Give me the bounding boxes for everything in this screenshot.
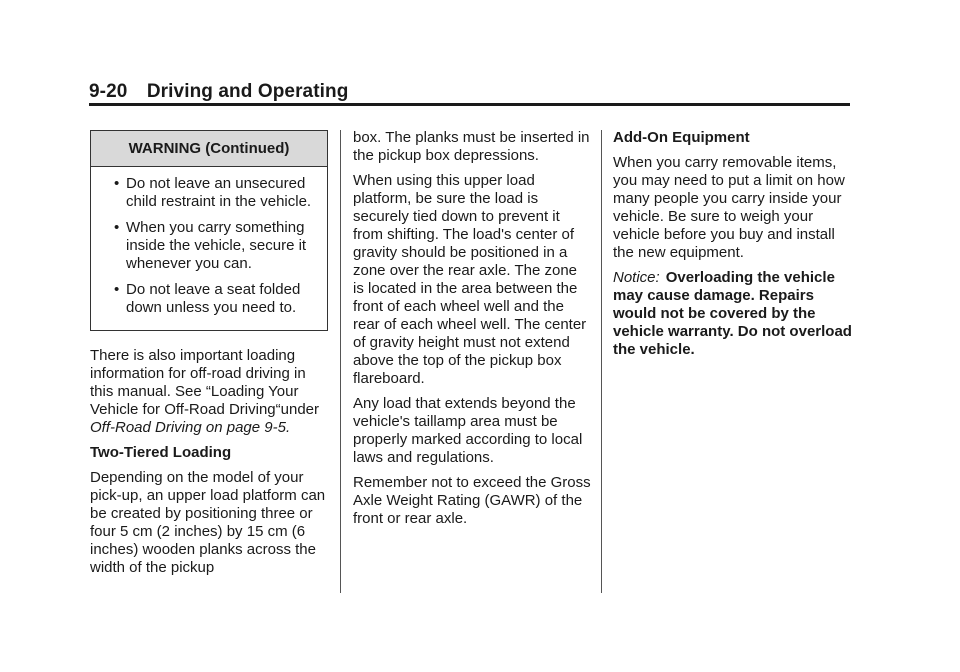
off-road-driving-reference: Off-Road Driving on page 9-5. (90, 419, 291, 436)
section-title: Driving and Operating (146, 81, 349, 102)
bullet-icon: • (114, 219, 120, 236)
warning-item-text: When you carry something inside the vehicle, secure it whenever you can. (126, 219, 307, 272)
loading-info-paragraph (90, 347, 330, 437)
gawr-paragraph: Remember not to exceed the Gross Axle Weight Rating (GAWR) of the front or rear axle. (353, 474, 591, 527)
warning-item-text: Do not leave a seat folded down unless you need to. (126, 281, 301, 316)
warning-item (114, 219, 321, 273)
bullet-icon: • (114, 281, 120, 298)
loading-info-text: There is also important loading information for off-road driving in this manual. See “Loading Your Vehicle for Off-Road Driving“under (90, 347, 319, 418)
add-on-equipment-heading: Add-On Equipment (613, 129, 750, 146)
bullet-icon: • (114, 175, 120, 192)
warning-item (114, 281, 321, 317)
page-number: 9-20 (89, 81, 128, 102)
warning-box (90, 130, 328, 331)
upper-platform-paragraph: When using this upper load platform, be sure the load is securely tied down to prevent it from shifting. The load's center of gravity should be positioned in a zone over the rear axle. The zone is located in the area between the front of each wheel well and the rear of each wheel well. The center of gravity height must not extend above the top of the pickup box flareboard. (353, 172, 587, 387)
warning-item-text: Do not leave an unsecured child restraint in the vehicle. (126, 175, 312, 210)
notice-paragraph (613, 269, 853, 359)
warning-list (91, 167, 327, 317)
notice-label: Notice: (613, 269, 660, 286)
column-divider (601, 130, 602, 593)
planks-paragraph: box. The planks must be inserted in the pickup box depressions. (353, 129, 590, 164)
two-tiered-loading-paragraph: Depending on the model of your pick-up, an upper load platform can be created by positioning three or four 5 cm (2 inches) by 15 cm (6 inches) wooden planks across the width of the pickup (90, 469, 326, 576)
taillamp-paragraph: Any load that extends beyond the vehicle's taillamp area must be properly marked according to local laws and regulations. (353, 395, 583, 466)
page-header (89, 81, 849, 103)
column-2 (353, 129, 591, 535)
column-3 (613, 129, 853, 366)
warning-item (114, 175, 321, 211)
column-divider (340, 130, 341, 593)
warning-title: WARNING (Continued) (91, 131, 327, 167)
column-1 (90, 347, 330, 584)
notice-text: Overloading the vehicle may cause damage. Repairs would not be covered by the vehicle warranty. Do not overload the vehicle. (613, 269, 852, 358)
two-tiered-loading-heading: Two-Tiered Loading (90, 444, 232, 461)
header-rule (89, 103, 850, 106)
add-on-equipment-paragraph: When you carry removable items, you may need to put a limit on how many people you carry inside your vehicle. Be sure to weigh your vehicle before you buy and install the new equipment. (613, 154, 845, 261)
